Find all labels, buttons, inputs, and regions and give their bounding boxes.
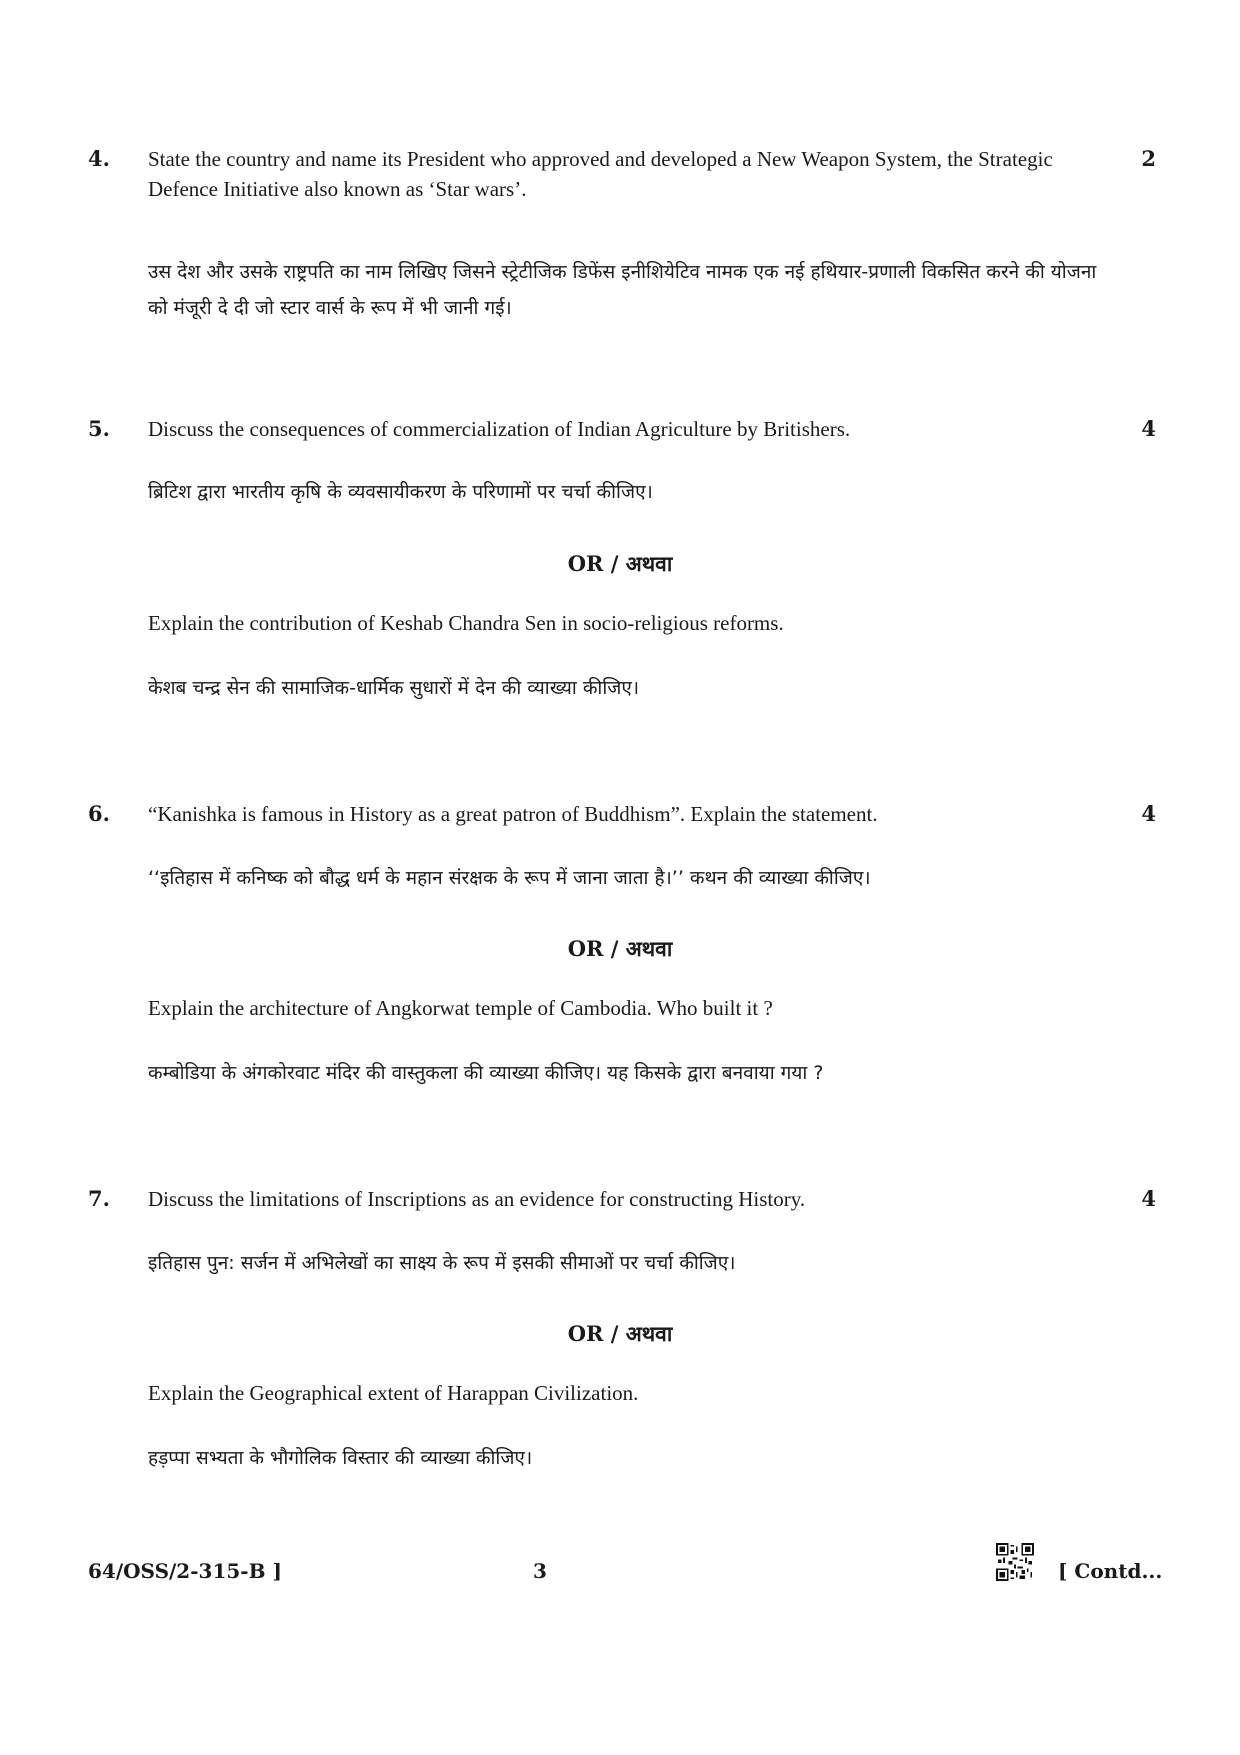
marks: 4: [1141, 416, 1156, 441]
alternative-text-english: Explain the Geographical extent of Harappan Civilization.: [148, 1381, 639, 1405]
question-number: 6.: [88, 801, 110, 826]
question-number: 5.: [88, 416, 110, 441]
or-separator: OR / अथवा: [567, 551, 673, 576]
question-text-english: “Kanishka is famous in History as a great patron of Buddhism”. Explain the statement.: [148, 802, 878, 826]
alternative-text-english: Explain the contribution of Keshab Chandra Sen in socio-religious reforms.: [148, 611, 784, 635]
question-number: 7.: [88, 1186, 110, 1211]
question-text-hindi: ‘‘इतिहास में कनिष्क को बौद्ध धर्म के महान संरक्षक के रूप में जाना जाता है।’’ कथन की व्याख्या कीजिए।: [148, 867, 871, 889]
marks: 2: [1141, 146, 1156, 171]
or-separator: OR / अथवा: [567, 936, 673, 961]
or-separator: OR / अथवा: [567, 1321, 673, 1346]
question-text-english: Discuss the limitations of Inscriptions as an evidence for constructing History.: [148, 1187, 806, 1211]
alternative-text-hindi: केशब चन्द्र सेन की सामाजिक-धार्मिक सुधारों में देन की व्याख्या कीजिए।: [148, 677, 640, 699]
question-text-hindi: इतिहास पुन: सर्जन में अभिलेखों का साक्ष्य के रूप में इसकी सीमाओं पर चर्चा कीजिए।: [148, 1252, 736, 1274]
marks: 4: [1141, 1186, 1156, 1211]
paper-code: 64/OSS/2-315-B ]: [88, 1559, 282, 1583]
alternative-text-hindi: कम्बोडिया के अंगकोरवाट मंदिर की वास्तुकला की व्याख्या कीजिए। यह किसके द्वारा बनवाया गया ?: [148, 1062, 824, 1084]
qr-code-icon: [996, 1543, 1034, 1581]
alternative-text-hindi: हड़प्पा सभ्यता के भौगोलिक विस्तार की व्याख्या कीजिए।: [148, 1447, 533, 1469]
question-number: 4.: [88, 146, 110, 171]
question-text-hindi: ब्रिटिश द्वारा भारतीय कृषि के व्यवसायीकरण के परिणामों पर चर्चा कीजिए।: [148, 481, 653, 503]
question-text-hindi: उस देश और उसके राष्ट्रपति का नाम लिखिए जिसने स्ट्रेटीजिक डिफेंस इनीशियेटिव नामक एक नई हथियार-प्रणाली विकसित करने की योजना को मंजूरी दे दी जो स्टार वार्स के रूप में भी जानी गई।: [148, 261, 1097, 319]
question-text-english: Discuss the consequences of commercialization of Indian Agriculture by Britishers.: [148, 417, 851, 441]
alternative-text-english: Explain the architecture of Angkorwat temple of Cambodia. Who built it ?: [148, 996, 773, 1020]
question-text-english: State the country and name its President who approved and developed a New Weapon System, the Strategic Defence Initiative also known as ‘Star wars’.: [148, 147, 1053, 201]
page-number: 3: [533, 1559, 547, 1583]
continued-label: [ Contd...: [1058, 1559, 1163, 1583]
marks: 4: [1141, 801, 1156, 826]
